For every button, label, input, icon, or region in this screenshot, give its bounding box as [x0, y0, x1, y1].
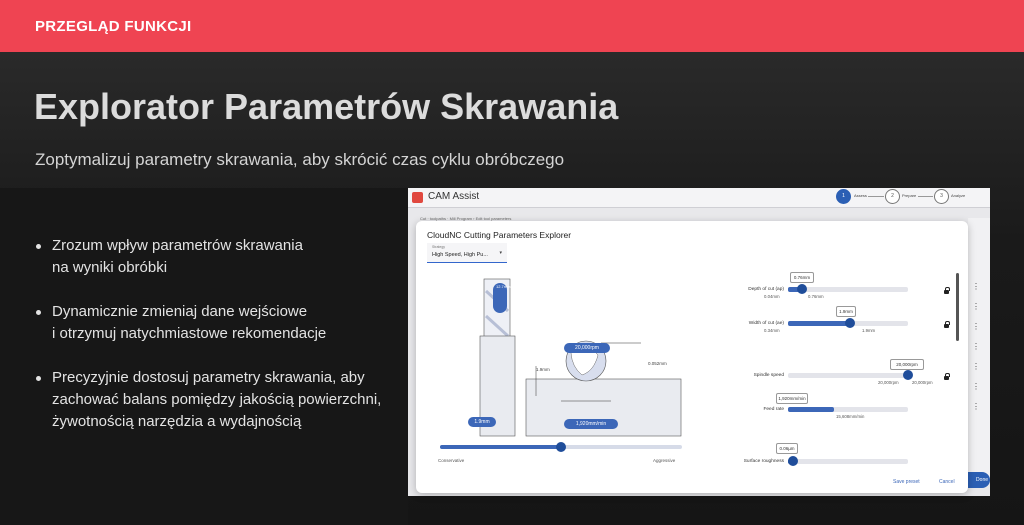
bullet-line: na wyniki obróbki	[52, 259, 168, 276]
param-slider-track[interactable]	[788, 287, 908, 292]
row-menu-icon[interactable]: ⋮	[972, 302, 980, 311]
param-slider-track[interactable]	[788, 459, 908, 464]
breadcrumb[interactable]: Cut · toolpaths · Mill Program › Edit tool parameters	[420, 216, 512, 221]
param-surface-roughness	[716, 443, 956, 473]
stepover-label: 1.9mm	[468, 417, 496, 427]
step-connector	[868, 196, 884, 197]
param-value-bubble[interactable]: 0.76mm	[790, 272, 814, 283]
param-slider-fill	[788, 407, 834, 412]
tool-diameter-label: 12.7mm	[493, 283, 507, 313]
bullet-line: żywotnością narzędzia a wydajnością	[52, 413, 302, 430]
bullet-line: Zrozum wpływ parametrów skrawania	[52, 237, 303, 254]
params-scrollbar[interactable]	[956, 273, 959, 341]
step-2-label: Prepare	[902, 193, 917, 198]
feature-bullet-list	[34, 235, 409, 455]
aggressiveness-fill	[440, 445, 561, 449]
done-button[interactable]: Done	[968, 472, 990, 488]
param-slider-track[interactable]	[788, 321, 908, 326]
param-slider-fill	[788, 321, 850, 326]
param-max: 1.9mm	[862, 328, 876, 333]
param-value-bubble[interactable]: 1.9mm	[836, 306, 856, 317]
param-slider-track[interactable]	[788, 407, 908, 412]
aggressive-label: Aggressive	[653, 458, 676, 463]
step-3-label: Analyze	[951, 193, 966, 198]
slide-subtitle: Zoptymalizuj parametry skrawania, aby skrócić czas cyklu obróbczego	[35, 150, 565, 169]
bullet-line: i otrzymuj natychmiastowe rekomendacje	[52, 325, 327, 342]
strategy-select[interactable]	[427, 243, 507, 263]
section-banner	[0, 0, 1024, 52]
aggressiveness-thumb[interactable]	[556, 442, 566, 452]
row-menu-icon[interactable]: ⋮	[972, 402, 980, 411]
save-preset-button[interactable]: Save preset	[893, 479, 920, 485]
strategy-select-value: High Speed, High Pu...	[432, 252, 488, 258]
feature-bullet	[34, 235, 409, 279]
chevron-down-icon: ▾	[499, 250, 502, 256]
param-min: 0.34mm	[764, 328, 780, 333]
param-slider-thumb[interactable]	[845, 318, 855, 328]
param-max: 0.76mm	[808, 294, 824, 299]
param-min: 0.04mm	[764, 294, 780, 299]
param-slider-thumb[interactable]	[903, 370, 913, 380]
machining-diagram-svg	[436, 271, 696, 441]
param-name: Surface roughness	[743, 459, 784, 464]
cancel-button[interactable]: Cancel	[939, 479, 955, 485]
aggressiveness-slider[interactable]	[440, 445, 682, 449]
app-title: CAM Assist	[428, 191, 480, 202]
app-header	[408, 188, 990, 208]
param-min: 20,000rpm	[878, 380, 899, 385]
step-1-label: Assess	[854, 193, 867, 198]
bullet-line: zachować balans pomiędzy jakością powierzchni,	[52, 391, 382, 408]
row-menu-icon[interactable]: ⋮	[972, 362, 980, 371]
param-slider-track[interactable]	[788, 373, 908, 378]
param-depth-of-cut	[716, 277, 956, 307]
banner-label: PRZEGLĄD FUNKCJI	[35, 18, 192, 35]
param-max: 15,608mm/min	[836, 414, 865, 419]
lock-icon[interactable]	[944, 321, 949, 327]
param-name: Depth of cut (ap)	[748, 287, 784, 292]
param-max: 20,000rpm	[912, 380, 933, 385]
dialog-title: CloudNC Cutting Parameters Explorer	[427, 230, 572, 240]
spindle-rpm-label: 20,000rpm	[564, 343, 610, 353]
step-2-indicator[interactable]: 2	[885, 189, 900, 204]
machining-diagram	[436, 271, 696, 441]
side-dimension-text: 1.9mm	[536, 367, 550, 372]
param-name: Spindle speed	[753, 373, 784, 378]
param-slider-thumb[interactable]	[788, 456, 798, 466]
param-value-bubble[interactable]: 20,000rpm	[890, 359, 924, 370]
row-menu-icon[interactable]: ⋮	[972, 282, 980, 291]
param-feed-rate	[716, 393, 956, 423]
top-dimension-text: 0.052mm	[648, 361, 667, 366]
param-slider-thumb[interactable]	[797, 284, 807, 294]
bullet-line: Precyzyjnie dostosuj parametry skrawania, aby	[52, 369, 365, 386]
lock-icon[interactable]	[944, 373, 949, 379]
param-slider-fill	[788, 373, 908, 378]
step-3-indicator[interactable]: 3	[934, 189, 949, 204]
feature-bullet	[34, 367, 409, 433]
param-width-of-cut	[716, 309, 956, 339]
row-menu-icon[interactable]: ⋮	[972, 342, 980, 351]
param-spindle-speed	[716, 359, 956, 389]
param-name: Feed rate	[763, 407, 784, 412]
bullet-line: Dynamicznie zmieniaj dane wejściowe	[52, 303, 308, 320]
slide-title: Explorator Parametrów Skrawania	[34, 86, 619, 127]
app-logo-icon	[412, 192, 423, 203]
param-name: Width of cut (ae)	[748, 321, 784, 326]
param-value-bubble[interactable]: 0.06µm	[776, 443, 798, 454]
cutting-parameters-dialog	[416, 221, 968, 493]
feature-bullet	[34, 301, 409, 345]
feed-rate-label: 1,920mm/min	[564, 419, 618, 429]
param-value-bubble[interactable]: 1,920mm/min	[776, 393, 808, 404]
conservative-label: Conservative	[438, 458, 465, 463]
strategy-select-label: Strategy	[432, 245, 446, 249]
lock-icon[interactable]	[944, 287, 949, 293]
row-menu-icon[interactable]: ⋮	[972, 382, 980, 391]
step-1-indicator[interactable]: 1	[836, 189, 851, 204]
row-menu-icon[interactable]: ⋮	[972, 322, 980, 331]
step-connector	[918, 196, 933, 197]
